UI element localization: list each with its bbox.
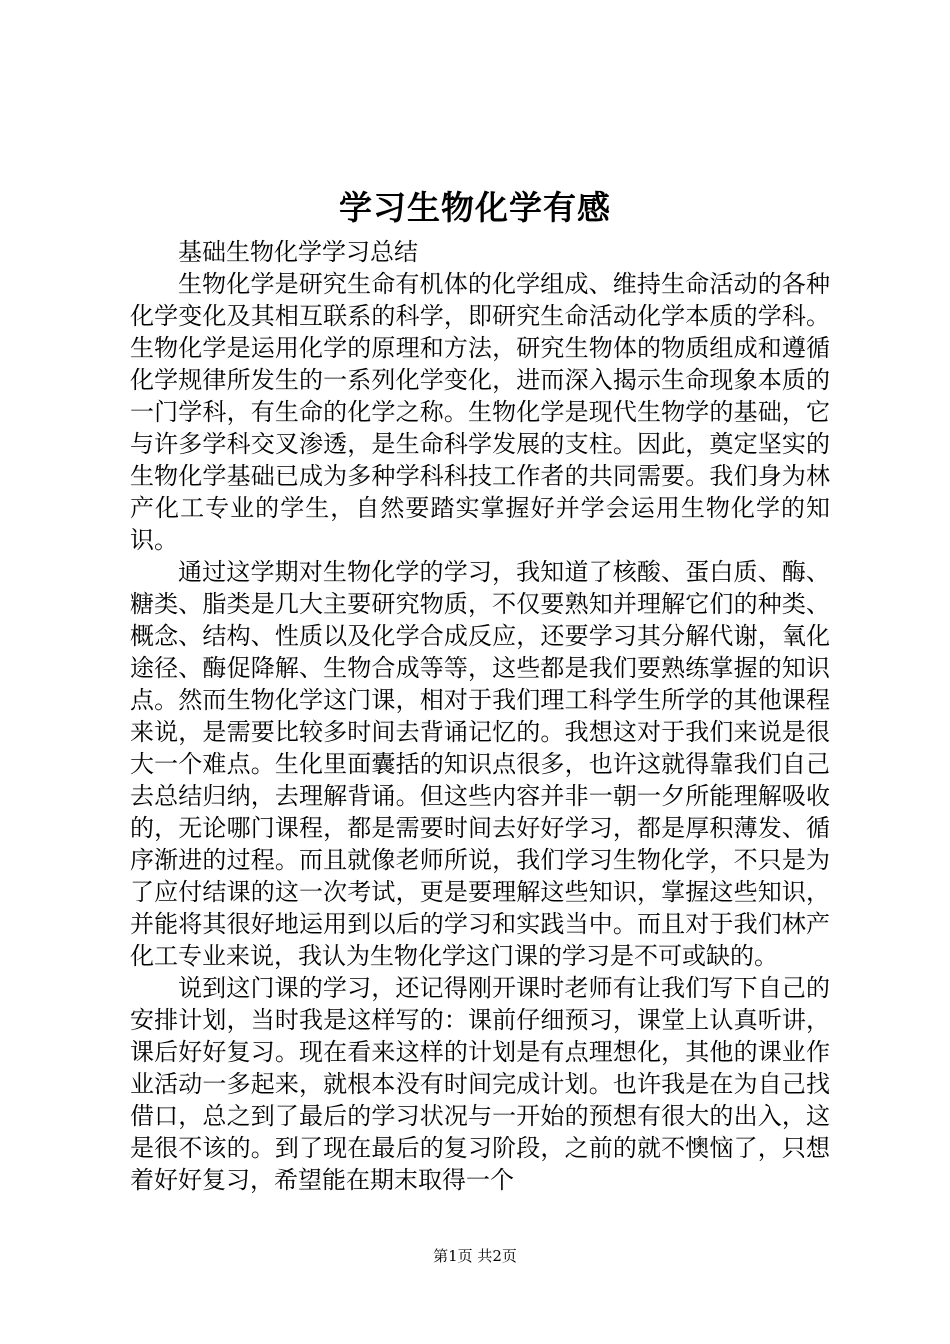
body-paragraph: 生物化学是研究生命有机体的化学组成、维持生命活动的各种化学变化及其相互联系的科学，即研究生命活动化学本质的学科。生物化学是运用化学的原理和方法，研究生物体的物质组成和遵循化学规律所发生的一系列化学变化，进而深入揭示生命现象本质的一门学科，有生命的化学之称。生物化学是现代生物学的基础，它与许多学科交叉渗透，是生命科学发展的支柱。因此，奠定坚实的生物化学基础已成为多种学科科技工作者的共同需要。我们身为林产化工专业的学生，自然要踏实掌握好并学会运用生物化学的知识。	[130, 270, 830, 554]
body-paragraph: 通过这学期对生物化学的学习，我知道了核酸、蛋白质、酶、糖类、脂类是几大主要研究物质，不仅要熟知并理解它们的种类、概念、结构、性质以及化学合成反应，还要学习其分解代谢，氧化途径、酶促降解、生物合成等等，这些都是我们要熟练掌握的知识点。然而生物化学这门课，相对于我们理工科学生所学的其他课程来说，是需要比较多时间去背诵记忆的。我想这对于我们来说是很大一个难点。生化里面囊括的知识点很多，也许这就得靠我们自己去总结归纳，去理解背诵。但这些内容并非一朝一夕所能理解吸收的，无论哪门课程，都是需要时间去好好学习，都是厚积薄发、循序渐进的过程。而且就像老师所说，我们学习生物化学，不只是为了应付结课的这一次考试，更是要理解这些知识，掌握这些知识，并能将其很好地运用到以后的学习和实践当中。而且对于我们林产化工专业来说，我认为生物化学这门课的学习是不可或缺的。	[130, 558, 830, 970]
document-title: 学习生物化学有感	[339, 188, 611, 227]
page-number-footer: 第1页 共2页	[433, 1247, 517, 1265]
section-heading: 基础生物化学学习总结	[178, 238, 418, 266]
document-body	[130, 236, 830, 1196]
body-paragraph: 说到这门课的学习，还记得刚开课时老师有让我们写下自己的安排计划，当时我是这样写的：课前仔细预习，课堂上认真听讲，课后好好复习。现在看来这样的计划是有点理想化，其他的课业作业活动一多起来，就根本没有时间完成计划。也许我是在为自己找借口，总之到了最后的学习状况与一开始的预想有很大的出入，这是很不该的。到了现在最后的复习阶段，之前的就不懊恼了，只想着好好复习，希望能在期末取得一个	[130, 974, 830, 1194]
